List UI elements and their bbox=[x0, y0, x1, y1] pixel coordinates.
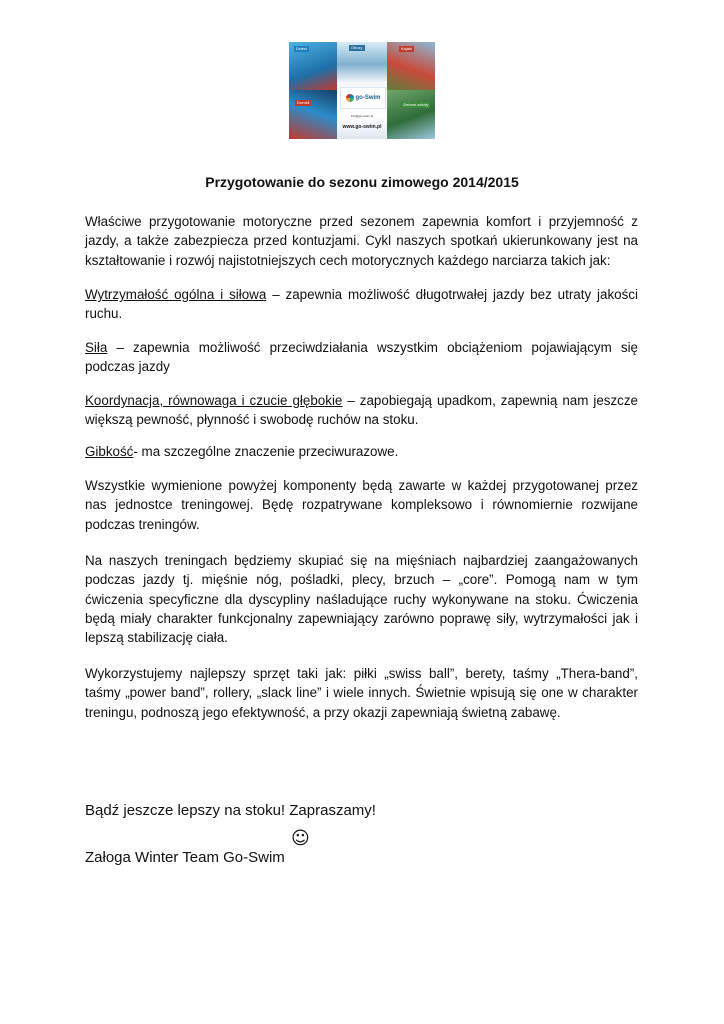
banner-photo-adults bbox=[289, 90, 337, 139]
feature-desc: – zapewnia możliwość długotrwałej jazdy bez utraty jakości ruchu. bbox=[85, 287, 638, 322]
feature-term: Siła bbox=[85, 340, 108, 355]
banner-tag: Obozy bbox=[351, 45, 363, 50]
feature-desc: - ma szczególne znaczenie przeciwurazowe. bbox=[133, 444, 399, 459]
feature-flexibility bbox=[85, 442, 638, 461]
banner-tag: Dorośli bbox=[297, 100, 310, 105]
go-swim-logo-icon bbox=[346, 94, 354, 102]
closing-line: Bądź jeszcze lepszy na stoku! Zapraszamy! bbox=[85, 802, 376, 819]
feature-term: Wytrzymałość ogólna i siłowa bbox=[85, 287, 267, 302]
banner-tag: Dzieci bbox=[296, 46, 307, 51]
banner-image bbox=[289, 42, 435, 139]
go-swim-logo bbox=[340, 87, 386, 109]
feature-endurance bbox=[85, 285, 638, 324]
banner-tag: Zielone szkoły bbox=[403, 102, 429, 107]
banner-photo-green-schools bbox=[387, 90, 435, 139]
training-paragraph: Na naszych treningach będziemy skupiać się na mięśniach najbardziej zaangażowanych podczas jazdy tj. mięśnie nóg, pośladki, plecy, brzuch – „core”. Pomogą nam w tym ćwiczenia specyficzne dla dyscypliny naśladujące ruchy wykonywane na stoku. Ćwiczenia będą miały charakter funkcjonalny zapewniający zarówno poprawę siły, wytrzymałości jak i lepszą stabilizację ciała. bbox=[85, 553, 638, 646]
banner-tag: Kajaki bbox=[401, 46, 412, 51]
feature-term: Gibkość bbox=[85, 444, 134, 459]
equipment-paragraph: Wykorzystujemy najlepszy sprzęt taki jak: piłki „swiss ball”, berety, taśmy „Thera-band”, taśmy „power band”, rollery, „slack line” i wiele innych. Świetnie wpisują się one w charakter treningu, podnoszą jego efektywność, a przy okazji zapewniają świetną zabawę. bbox=[85, 666, 638, 720]
feature-coordination bbox=[85, 391, 638, 430]
feature-desc: – zapobiegają upadkom, zapewnią nam jeszcze większą pewność, płynność i swobodę ruchów na stoku. bbox=[85, 393, 638, 428]
banner-website: www.go-swim.pl bbox=[342, 124, 382, 130]
components-paragraph: Wszystkie wymienione powyżej komponenty będą zawarte w każdej przygotowanej przez nas jednostce treningowej. Będę rozpatrywane kompleksowo i równomiernie rozwijane podczas treningów. bbox=[85, 478, 638, 532]
banner-contact: info@go-swim.pl bbox=[350, 114, 374, 118]
page-title: Przygotowanie do sezonu zimowego 2014/2015 bbox=[205, 174, 519, 190]
feature-desc: – zapewnia możliwość przeciwdziałania wszystkim obciążeniom pojawiającym się podczas jazdy bbox=[85, 340, 638, 375]
intro-paragraph: Właściwe przygotowanie motoryczne przed sezonem zapewnia komfort i przyjemność z jazdy, a także zabezpiecza przed kontuzjami. Cykl naszych spotkań ukierunkowany jest na kształtowanie i rozwój najistotniejszych cech motorycznych każdego narciarza takich jak: bbox=[85, 214, 638, 268]
feature-strength bbox=[85, 338, 638, 377]
logo-text: go-Swim bbox=[355, 95, 381, 101]
signature: Załoga Winter Team Go-Swim bbox=[85, 849, 285, 866]
smiley-icon: ☺ bbox=[291, 828, 310, 849]
feature-term: Koordynacja, równowaga i czucie głębokie bbox=[85, 393, 343, 408]
